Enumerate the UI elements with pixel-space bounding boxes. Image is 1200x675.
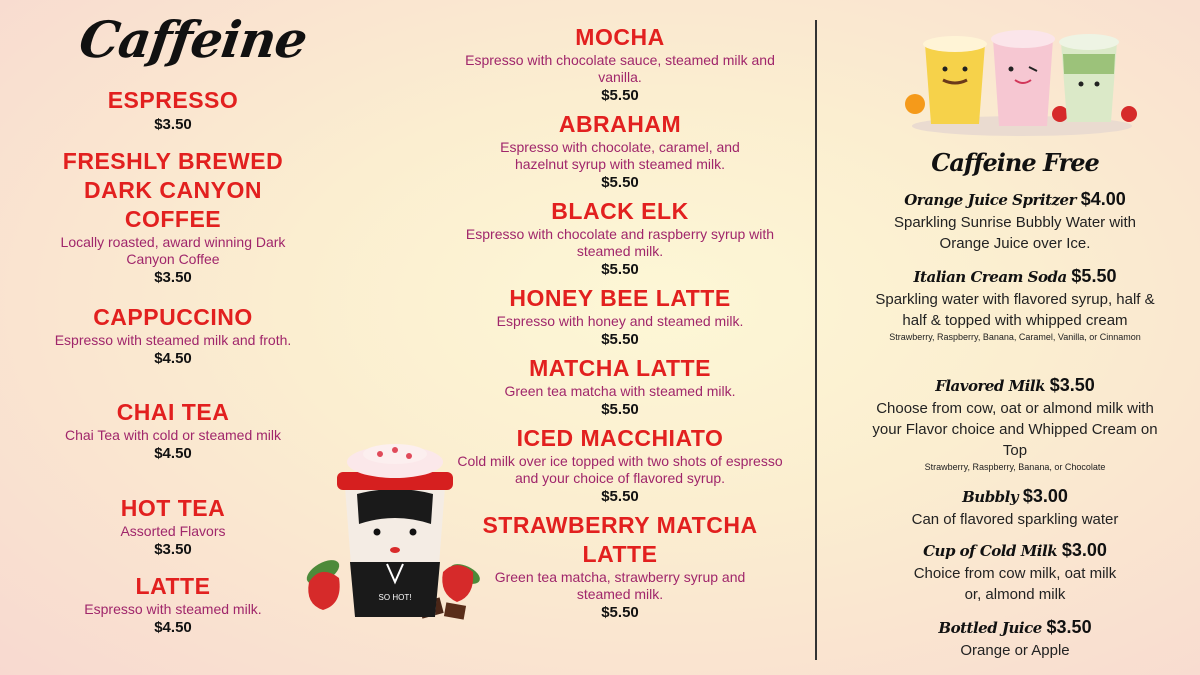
item-price: $4.50 (154, 445, 192, 462)
coffee-cup-illustration (295, 432, 495, 632)
item-name: MOCHA (575, 24, 665, 50)
menu-item-chai-tea (18, 398, 328, 463)
item-price: $5.50 (601, 604, 639, 621)
item-desc: Espresso with honey and steamed milk. (496, 313, 744, 329)
item-desc: Espresso with steamed milk and froth. (54, 332, 292, 348)
menu-item-cup-of-cold-milk (850, 538, 1180, 605)
item-desc: Espresso with chocolate and raspberry syrup with steamed milk. (465, 226, 775, 259)
item-desc: Choose from cow, oat or almond milk with your Flavor choice and Whipped Cream on Top (872, 400, 1158, 459)
item-desc: Green tea matcha with steamed milk. (504, 383, 736, 399)
smoothie-cups-illustration (905, 14, 1140, 139)
menu-item-honey-bee-latte (450, 284, 790, 349)
menu-item-espresso (18, 86, 328, 134)
item-name: BLACK ELK (551, 198, 689, 224)
item-price: $5.50 (1071, 266, 1117, 286)
menu-item-latte (18, 572, 328, 637)
caffeine-title: Caffeine (75, 10, 311, 69)
column-divider (815, 20, 817, 660)
item-price: $4.50 (154, 350, 192, 367)
item-desc: Locally roasted, award winning Dark Canyon Coffee (60, 234, 286, 267)
item-desc: Sparkling water with flavored syrup, half & half & topped with whipped cream (875, 291, 1155, 329)
item-desc: Espresso with chocolate sauce, steamed milk and vanilla. (465, 52, 775, 85)
item-price: $3.50 (154, 116, 192, 133)
item-price: $5.50 (601, 401, 639, 418)
item-name: FRESHLY BREWED DARK CANYON COFFEE (62, 148, 284, 232)
menu-item-dark-canyon-coffee (18, 147, 328, 287)
menu-item-abraham (450, 110, 790, 192)
item-desc: Can of flavored sparkling water (911, 511, 1119, 528)
item-price: $5.50 (601, 488, 639, 505)
item-price: $3.50 (154, 269, 192, 286)
item-price: $3.50 (1049, 375, 1095, 395)
item-desc: Espresso with steamed milk. (84, 601, 262, 617)
item-name: Italian Cream Soda (913, 268, 1067, 286)
item-note: Strawberry, Raspberry, Banana, Caramel, Vanilla, or Cinnamon (889, 332, 1141, 342)
item-price: $3.00 (1022, 486, 1068, 506)
menu-item-hot-tea (18, 494, 328, 559)
item-price: $4.50 (154, 619, 192, 636)
item-price: $3.50 (154, 541, 192, 558)
menu-item-mocha (450, 23, 790, 105)
cup-label: SO HOT! (378, 593, 412, 602)
menu-item-orange-juice-spritzer (850, 187, 1180, 254)
item-name: Bottled Juice (938, 619, 1042, 637)
item-desc: Choice from cow milk, oat milk or, almond milk (913, 565, 1117, 603)
item-name: LATTE (135, 573, 211, 599)
item-desc: Chai Tea with cold or steamed milk (64, 427, 282, 443)
item-name: ESPRESSO (107, 87, 239, 113)
item-desc: Cold milk over ice topped with two shots of espresso and your choice of flavored syrup. (457, 453, 783, 486)
item-price: $4.00 (1080, 189, 1126, 209)
item-name: MATCHA LATTE (529, 355, 711, 381)
item-note: Strawberry, Raspberry, Banana, or Chocolate (924, 462, 1106, 472)
item-name: ICED MACCHIATO (516, 425, 724, 451)
item-name: Orange Juice Spritzer (904, 191, 1076, 209)
item-price: $5.50 (601, 261, 639, 278)
item-name: CAPPUCCINO (93, 304, 253, 330)
item-price: $5.50 (601, 331, 639, 348)
menu-item-italian-cream-soda (850, 264, 1180, 343)
item-desc: Assorted Flavors (120, 523, 226, 539)
item-desc: Sparkling Sunrise Bubbly Water with Orange Juice over Ice. (893, 214, 1137, 252)
menu-item-strawberry-matcha-latte (450, 511, 790, 622)
item-price: $3.00 (1061, 540, 1107, 560)
menu-item-bubbly (850, 484, 1180, 530)
item-name: HONEY BEE LATTE (509, 285, 731, 311)
caffeine-free-title: Caffeine Free (931, 148, 1099, 177)
item-name: HOT TEA (120, 495, 226, 521)
menu-item-matcha-latte (450, 354, 790, 419)
item-price: $5.50 (601, 174, 639, 191)
menu-item-flavored-milk (850, 373, 1180, 473)
item-desc: Espresso with chocolate, caramel, and hazelnut syrup with steamed milk. (500, 139, 740, 172)
item-price: $3.50 (1046, 617, 1092, 637)
item-name: Cup of Cold Milk (923, 542, 1058, 560)
menu-item-bottled-juice (850, 615, 1180, 661)
menu-item-iced-macchiato (450, 424, 790, 506)
item-desc: Orange or Apple (960, 642, 1070, 659)
menu-item-cappuccino (18, 303, 328, 368)
menu-item-black-elk (450, 197, 790, 279)
item-name: CHAI TEA (116, 399, 230, 425)
item-name: Flavored Milk (935, 377, 1046, 395)
item-name: ABRAHAM (558, 111, 682, 137)
item-name: STRAWBERRY MATCHA LATTE (482, 512, 758, 567)
item-price: $5.50 (601, 87, 639, 104)
item-desc: Green tea matcha, strawberry syrup and steamed milk. (494, 569, 746, 602)
item-name: Bubbly (962, 488, 1019, 506)
